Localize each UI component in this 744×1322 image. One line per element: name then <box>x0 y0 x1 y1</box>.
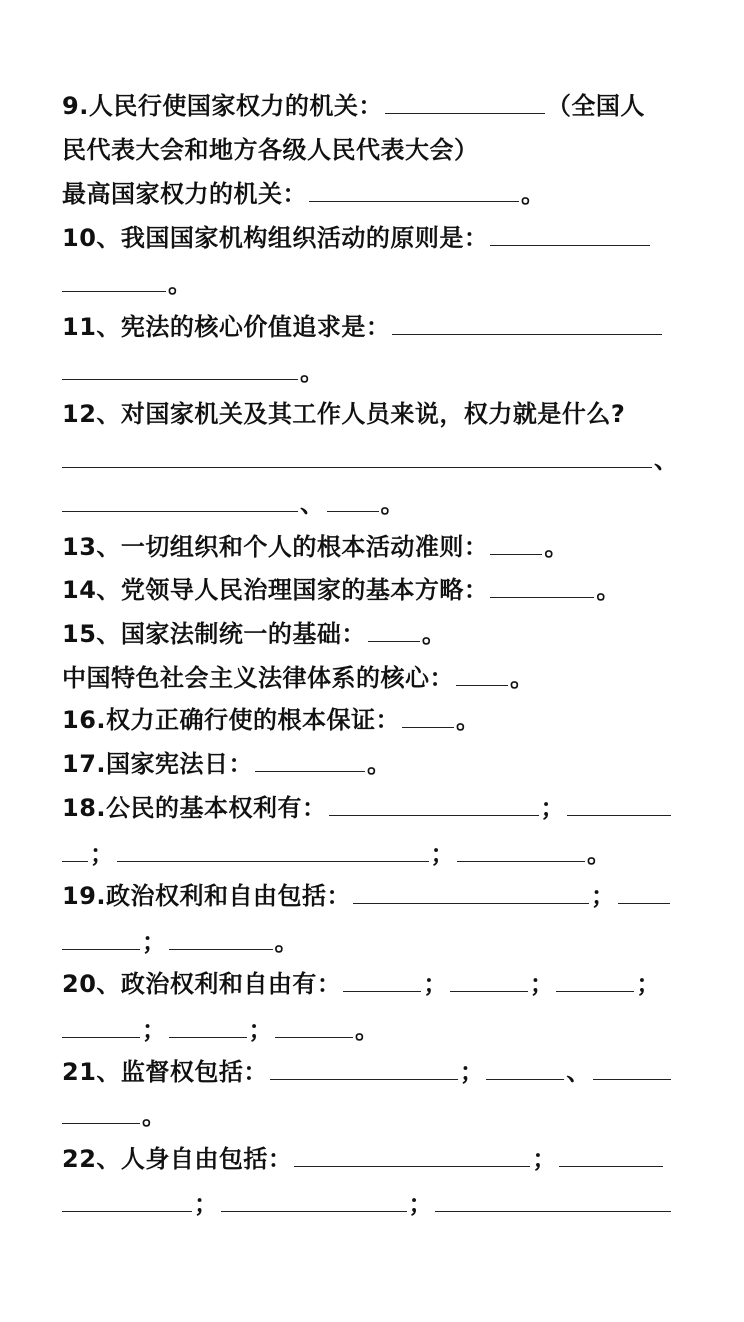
q11-line-2 <box>62 350 325 394</box>
period: 。 <box>510 664 535 692</box>
q18-line-2 <box>62 832 612 876</box>
q20-line-1 <box>62 962 661 1006</box>
q21-prompt: 21、监督权包括： <box>62 1058 268 1086</box>
q9-hint-start: （全国人 <box>546 92 645 120</box>
separator: ； <box>459 1058 485 1086</box>
q20-line-2 <box>62 1008 380 1052</box>
q9-line-2 <box>62 128 479 172</box>
q14-line <box>62 568 621 612</box>
q19-line-1 <box>62 874 672 918</box>
answer-blank[interactable] <box>392 310 662 335</box>
q21-line-2 <box>62 1094 167 1138</box>
q12-line-3 <box>62 482 405 526</box>
q9-prompt: 9.人民行使国家权力的机关： <box>62 92 383 120</box>
answer-blank[interactable] <box>486 1055 564 1080</box>
q10-prompt: 10、我国国家机构组织活动的原则是： <box>62 224 489 252</box>
q11-line-1 <box>62 305 664 349</box>
q15-line-1 <box>62 612 446 656</box>
answer-blank[interactable] <box>556 967 634 992</box>
answer-blank[interactable] <box>559 1142 663 1167</box>
answer-blank[interactable] <box>309 177 519 202</box>
q17-line <box>62 742 392 786</box>
period: 。 <box>355 1016 380 1044</box>
period: 。 <box>142 1102 167 1130</box>
answer-blank[interactable] <box>593 1055 671 1080</box>
q22-line-1 <box>62 1137 665 1181</box>
period: 。 <box>521 180 546 208</box>
answer-blank[interactable] <box>490 573 594 598</box>
q12-line-1 <box>62 392 625 436</box>
period: 。 <box>456 706 481 734</box>
q10-line-1 <box>62 216 652 260</box>
period: 。 <box>300 358 325 386</box>
answer-blank[interactable] <box>62 925 140 950</box>
q20-prompt: 20、政治权利和自由有： <box>62 970 342 998</box>
separator: 、 <box>654 446 679 474</box>
q12-prompt: 12、对国家机关及其工作人员来说，权力就是什么? <box>62 400 626 428</box>
answer-blank[interactable] <box>457 837 585 862</box>
answer-blank[interactable] <box>169 1013 247 1038</box>
period: 。 <box>380 490 405 518</box>
q18-line-1 <box>62 786 673 830</box>
q9-line-1 <box>62 84 645 128</box>
answer-blank[interactable] <box>62 1187 192 1212</box>
answer-blank[interactable] <box>62 443 652 468</box>
separator: ； <box>423 970 448 998</box>
separator: ； <box>194 1190 219 1218</box>
answer-blank[interactable] <box>329 791 539 816</box>
answer-blank[interactable] <box>275 1013 353 1038</box>
answer-blank[interactable] <box>402 703 454 728</box>
separator: ； <box>636 970 661 998</box>
separator: ； <box>529 970 555 998</box>
q11-prompt: 11、宪法的核心价值追求是： <box>62 313 391 341</box>
q15-line-2 <box>62 656 535 700</box>
q21-line-1 <box>62 1050 673 1094</box>
q9-line-3 <box>62 172 546 216</box>
answer-blank[interactable] <box>567 791 671 816</box>
answer-blank[interactable] <box>490 530 542 555</box>
answer-blank[interactable] <box>385 89 545 114</box>
period: 。 <box>596 576 621 604</box>
separator: ； <box>142 928 167 956</box>
q22-line-2 <box>62 1182 673 1226</box>
answer-blank[interactable] <box>368 617 420 642</box>
answer-blank[interactable] <box>62 487 298 512</box>
period: 。 <box>421 620 447 648</box>
separator: 、 <box>300 490 325 518</box>
separator: ； <box>591 882 616 910</box>
q10-line-2 <box>62 262 193 306</box>
separator: ； <box>540 794 566 822</box>
separator: ； <box>90 840 115 868</box>
separator: ； <box>532 1145 557 1173</box>
separator: ； <box>408 1190 433 1218</box>
answer-blank[interactable] <box>62 1099 140 1124</box>
answer-blank[interactable] <box>618 879 670 904</box>
period: 。 <box>274 928 299 956</box>
q16-prompt: 16.权力正确行使的根本保证： <box>62 706 401 734</box>
answer-blank[interactable] <box>62 267 166 292</box>
period: 。 <box>168 270 193 298</box>
answer-blank[interactable] <box>169 925 273 950</box>
answer-blank[interactable] <box>62 355 298 380</box>
answer-blank[interactable] <box>255 747 365 772</box>
answer-blank[interactable] <box>450 967 528 992</box>
q13-line <box>62 525 569 569</box>
answer-blank[interactable] <box>456 661 508 686</box>
answer-blank[interactable] <box>62 837 88 862</box>
q15-sub-prompt: 中国特色社会主义法律体系的核心： <box>62 664 454 692</box>
q18-prompt: 18.公民的基本权利有： <box>62 794 327 822</box>
answer-blank[interactable] <box>490 221 650 246</box>
period: 。 <box>367 750 392 778</box>
q22-prompt: 22、人身自由包括： <box>62 1145 293 1173</box>
answer-blank[interactable] <box>62 1013 140 1038</box>
separator: ； <box>248 1016 273 1044</box>
answer-blank[interactable] <box>221 1187 407 1212</box>
q12-line-2 <box>62 438 679 482</box>
separator: ； <box>142 1016 167 1044</box>
q19-line-2 <box>62 920 299 964</box>
q9-hint-end: 民代表大会和地方各级人民代表大会） <box>62 136 479 164</box>
q16-line <box>62 698 481 742</box>
answer-blank[interactable] <box>117 837 429 862</box>
answer-blank[interactable] <box>343 967 421 992</box>
q9-sub-prompt: 最高国家权力的机关： <box>62 180 307 208</box>
separator: 、 <box>566 1058 591 1086</box>
answer-blank[interactable] <box>353 879 589 904</box>
q19-prompt: 19.政治权利和自由包括： <box>62 882 352 910</box>
answer-blank[interactable] <box>327 487 379 512</box>
period: 。 <box>544 533 569 561</box>
q15-prompt: 15、国家法制统一的基础： <box>62 620 366 648</box>
answer-blank[interactable] <box>270 1055 458 1080</box>
separator: ； <box>430 840 455 868</box>
answer-blank[interactable] <box>435 1187 671 1212</box>
q13-prompt: 13、一切组织和个人的根本活动准则： <box>62 533 489 561</box>
period: 。 <box>587 840 612 868</box>
answer-blank[interactable] <box>294 1142 530 1167</box>
q17-prompt: 17.国家宪法日： <box>62 750 254 778</box>
q14-prompt: 14、党领导人民治理国家的基本方略： <box>62 576 489 604</box>
